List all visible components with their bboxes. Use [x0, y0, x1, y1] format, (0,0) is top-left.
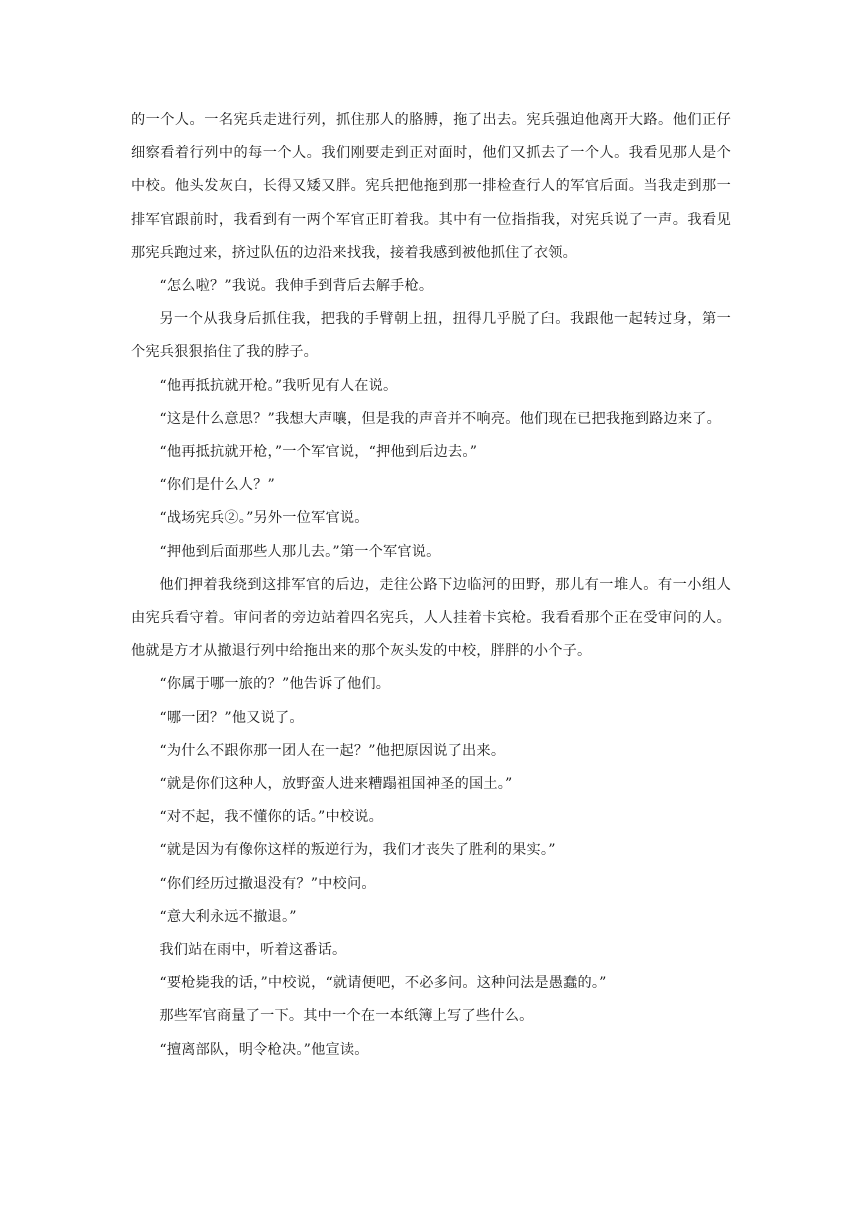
paragraph: “怎么啦？”我说。我伸手到背后去解手枪。: [159, 278, 434, 295]
paragraph: “要枪毙我的话，”中校说，“就请便吧，不必多问。这种问法是愚蠢的。”: [159, 975, 607, 992]
paragraph: 那些军官商量了一下。其中一个在一本纸簿上写了些什么。: [159, 1008, 534, 1025]
document-body: [131, 104, 731, 1067]
paragraph: “他再抵抗就开枪。”我听见有人在说。: [159, 377, 398, 394]
paragraph: “擅离部队，明令枪决。”他宣读。: [159, 1041, 369, 1058]
paragraph: “哪一团？”他又说了。: [159, 709, 304, 726]
paragraph: “他再抵抗就开枪，”一个军官说，“押他到后边去。”: [159, 444, 478, 461]
paragraph: “对不起，我不懂你的话。”中校说。: [159, 809, 384, 826]
paragraph: 另一个从我身后抓住我，把我的手臂朝上扭，扭得几乎脱了臼。我跟他一起转过身，第一个宪兵狠狠掐住了我的脖子。: [131, 311, 731, 361]
paragraph: 的一个人。一名宪兵走进行列，抓住那人的胳膊，拖了出去。宪兵强迫他离开大路。他们正仔细察看着行列中的每一个人。我们刚要走到正对面时，他们又抓去了一个人。我看见那人是个中校。他头发灰白，长得又矮又胖。宪兵把他拖到那一排检查行人的军官后面。当我走到那一排军官跟前时，我看到有一两个军官正盯着我。其中有一位指指我，对宪兵说了一声。我看见那宪兵跑过来，挤过队伍的边沿来找我，接着我感到被他抓住了衣领。: [131, 112, 731, 261]
paragraph: “你们经历过撤退没有？”中校问。: [159, 875, 376, 892]
paragraph: “你们是什么人？”: [159, 477, 276, 494]
paragraph: “意大利永远不撤退。”: [159, 908, 297, 925]
paragraph: “就是因为有像你这样的叛逆行为，我们才丧失了胜利的果实。”: [159, 842, 556, 859]
paragraph: “这是什么意思？”我想大声嚷，但是我的声音并不响亮。他们现在已把我拖到路边来了。: [159, 410, 722, 427]
paragraph: “押他到后面那些人那儿去。”第一个军官说。: [159, 543, 441, 560]
paragraph: “你属于哪一旅的？”他告诉了他们。: [159, 676, 391, 693]
paragraph: “战场宪兵②。”另外一位军官说。: [159, 510, 369, 527]
paragraph: 我们站在雨中，听着这番话。: [159, 942, 347, 959]
paragraph: “就是你们这种人，放野蛮人进来糟蹋祖国神圣的国土。”: [159, 776, 513, 793]
paragraph: 他们押着我绕到这排军官的后边，走往公路下边临河的田野，那儿有一堆人。有一小组人由宪兵看守着。审问者的旁边站着四名宪兵，人人挂着卡宾枪。我看看那个正在受审问的人。他就是方才从撤退行列中给拖出来的那个灰头发的中校，胖胖的小个子。: [131, 576, 731, 660]
paragraph: “为什么不跟你那一团人在一起？”他把原因说了出来。: [159, 742, 506, 759]
